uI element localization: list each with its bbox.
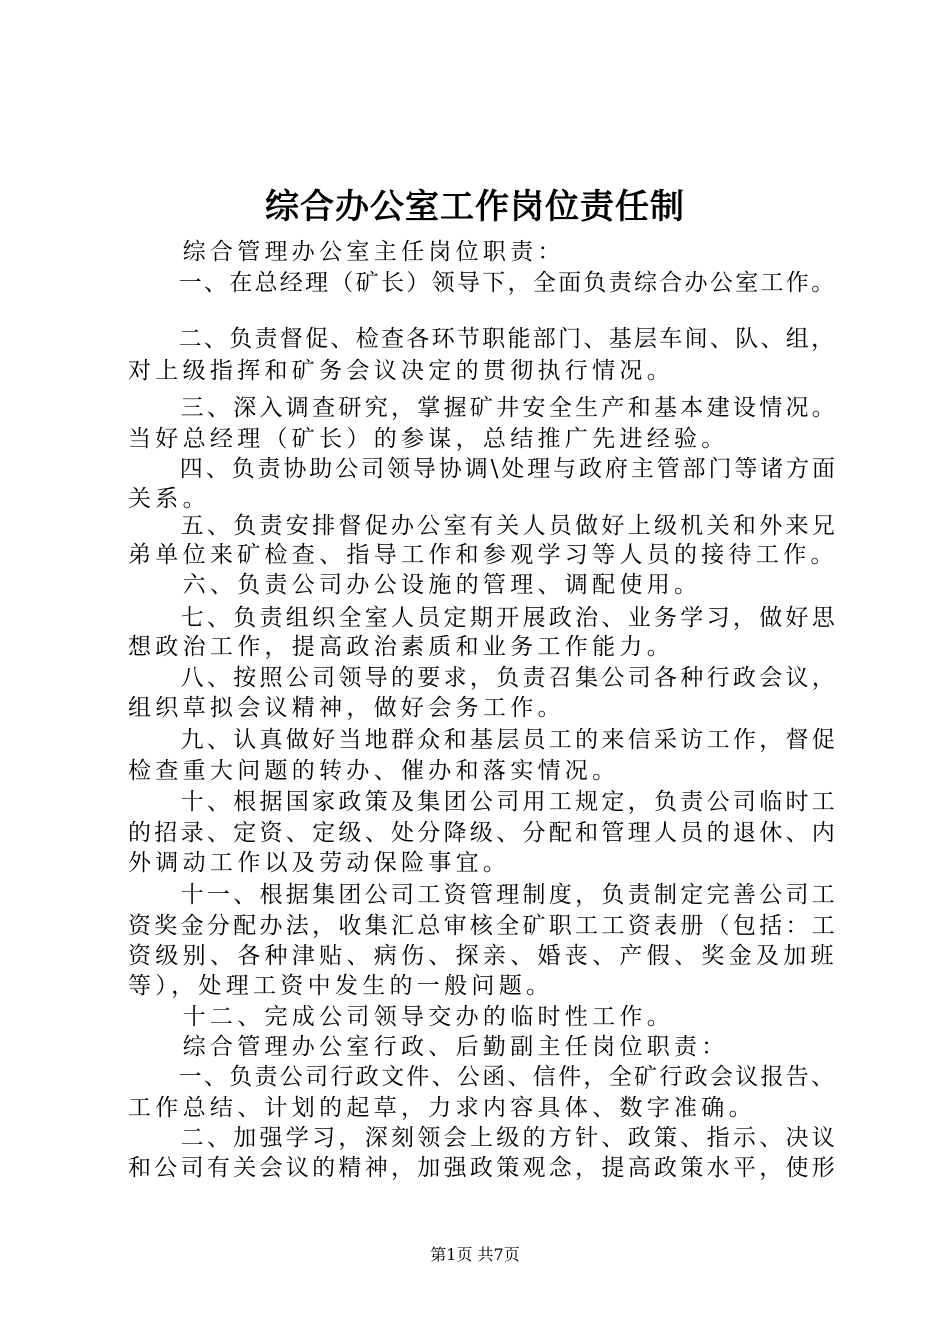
paragraph-line: 十、根据国家政策及集团公司用工规定，负责公司临时工 — [128, 789, 839, 815]
paragraph-line: 和公司有关会议的精神，加强政策观念，提高政策水平，使形 — [128, 1155, 839, 1181]
paragraph-line: 资级别、各种津贴、病伤、探亲、婚丧、产假、奖金及加班 — [128, 943, 838, 969]
paragraph-line: 综合管理办公室行政、后勤副主任岗位职责： — [128, 1034, 729, 1060]
paragraph-line: 二、负责督促、检查各环节职能部门、基层车间、队、组， — [128, 326, 837, 352]
paragraph-line: 组织草拟会议精神，做好会务工作。 — [128, 695, 565, 721]
paragraph-line: 五、负责安排督促办公室有关人员做好上级机关和外来兄 — [128, 513, 839, 539]
document-title: 综合办公室工作岗位责任制 — [265, 187, 685, 227]
paragraph-line: 关系。 — [128, 486, 210, 512]
paragraph-line: 弟单位来矿检查、指导工作和参观学习等人员的接待工作。 — [128, 542, 838, 568]
paragraph-line: 等），处理工资中发生的一般问题。 — [128, 973, 554, 999]
paragraph-line: 工作总结、计划的起草，力求内容具体、数字准确。 — [128, 1095, 756, 1121]
page-footer: 第1页 共7页 — [430, 1245, 520, 1264]
paragraph-line: 的招录、定资、定级、处分降级、分配和管理人员的退休、内 — [128, 820, 839, 846]
paragraph-line: 外调动工作以及劳动保险事宜。 — [128, 850, 511, 876]
paragraph-line: 想政治工作，提高政治素质和业务工作能力。 — [128, 634, 674, 660]
paragraph-line: 一、在总经理（矿长）领导下，全面负责综合办公室工作。 — [128, 270, 837, 296]
paragraph-line: 对上级指挥和矿务会议决定的贯彻执行情况。 — [128, 358, 674, 384]
paragraph-line: 二、加强学习，深刻领会上级的方针、政策、指示、决议 — [128, 1125, 839, 1151]
paragraph-line: 三、深入调查研究，掌握矿井安全生产和基本建设情况。 — [128, 395, 839, 421]
paragraph-line: 四、负责协助公司领导协调\处理与政府主管部门等诸方面 — [128, 456, 838, 482]
paragraph-line: 综合管理办公室主任岗位职责： — [128, 239, 565, 265]
paragraph-line: 当好总经理（矿长）的参谋，总结推广先进经验。 — [128, 426, 729, 452]
paragraph-line: 检查重大问题的转办、催办和落实情况。 — [128, 758, 620, 784]
paragraph-line: 十一、根据集团公司工资管理制度，负责制定完善公司工 — [128, 882, 839, 908]
paragraph-line: 六、负责公司办公设施的管理、调配使用。 — [128, 572, 702, 598]
paragraph-line: 资奖金分配办法，收集汇总审核全矿职工工资表册（包括：工 — [128, 913, 839, 939]
paragraph-line: 十二、完成公司领导交办的临时性工作。 — [128, 1004, 674, 1030]
paragraph-line: 一、负责公司行政文件、公函、信件，全矿行政会议报告、 — [128, 1064, 837, 1090]
paragraph-line: 八、按照公司领导的要求，负责召集公司各种行政会议， — [128, 665, 839, 691]
paragraph-line: 九、认真做好当地群众和基层员工的来信采访工作，督促 — [128, 727, 839, 753]
paragraph-line: 七、负责组织全室人员定期开展政治、业务学习，做好思 — [128, 605, 839, 631]
